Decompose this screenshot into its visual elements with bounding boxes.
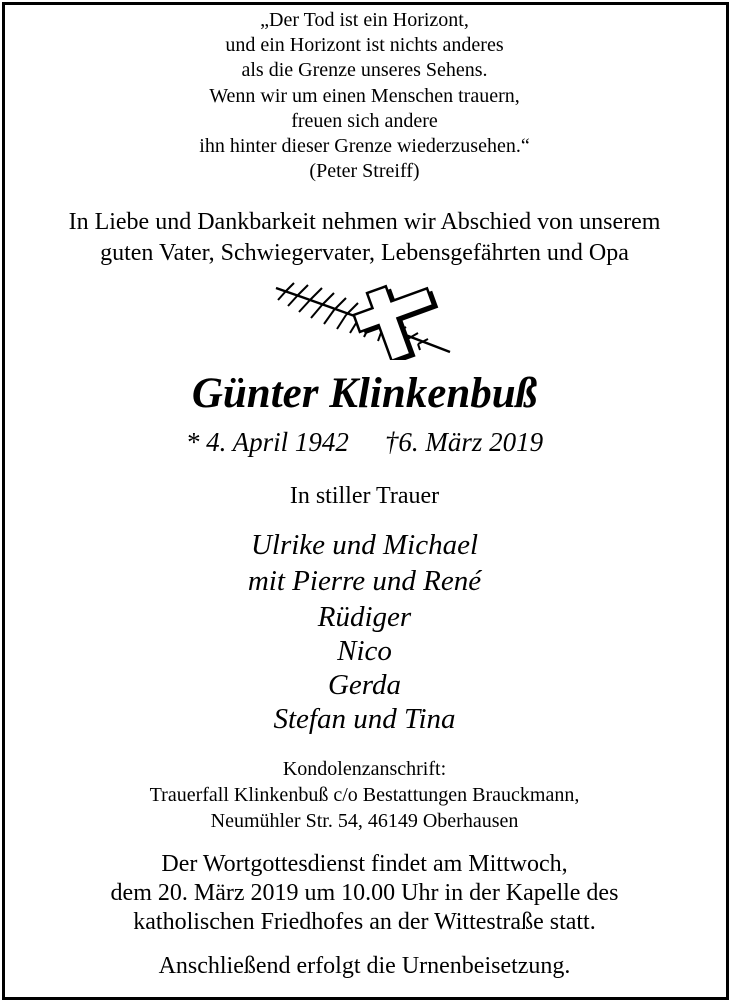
quote-line: freuen sich andere: [291, 110, 438, 132]
mourner-name: Gerda: [327, 669, 402, 701]
mourner-name: mit Pierre und René: [247, 565, 482, 597]
quote-line: ihn hinter dieser Grenze wiederzusehen.“: [199, 135, 530, 157]
birth-date: * 4. April 1942: [185, 427, 349, 457]
service-line: katholischen Friedhofes an der Wittestraße statt.: [133, 909, 596, 935]
service-line: dem 20. März 2019 um 10.00 Uhr in der Kapelle des: [110, 880, 619, 906]
mourner-name: Stefan und Tina: [273, 703, 456, 735]
condolence-address-line: Neumühler Str. 54, 46149 Oberhausen: [210, 810, 519, 832]
quote-line: Wenn wir um einen Menschen trauern,: [209, 85, 520, 107]
deceased-name: Günter Klinkenbuß: [191, 370, 538, 417]
mourning-heading: In stiller Trauer: [289, 483, 440, 509]
mourner-name: Ulrike und Michael: [250, 529, 479, 561]
life-dates: [0, 426, 729, 458]
service-closing: Anschließend erfolgt die Urnenbeisetzung.: [158, 953, 571, 979]
condolence-label: Kondolenzanschrift:: [282, 758, 447, 780]
condolence-address-line: Trauerfall Klinkenbuß c/o Bestattungen Brauckmann,: [149, 784, 580, 806]
quote-author: (Peter Streiff): [309, 160, 420, 182]
quote-line: „Der Tod ist ein Horizont,: [260, 9, 469, 31]
mourner-name: Nico: [337, 635, 392, 667]
mourner-name: Rüdiger: [317, 601, 412, 633]
service-line: Der Wortgottesdienst findet am Mittwoch,: [161, 851, 568, 877]
quote-line: und ein Horizont ist nichts anderes: [225, 34, 504, 56]
death-date: †6. März 2019: [384, 427, 544, 457]
palm-frond-and-cross-icon: [268, 280, 468, 360]
quote-line: als die Grenze unseres Sehens.: [241, 59, 488, 81]
intro-line: guten Vater, Schwiegervater, Lebensgefährten und Opa: [100, 240, 629, 266]
intro-line: In Liebe und Dankbarkeit nehmen wir Abschied von unserem: [68, 209, 661, 235]
